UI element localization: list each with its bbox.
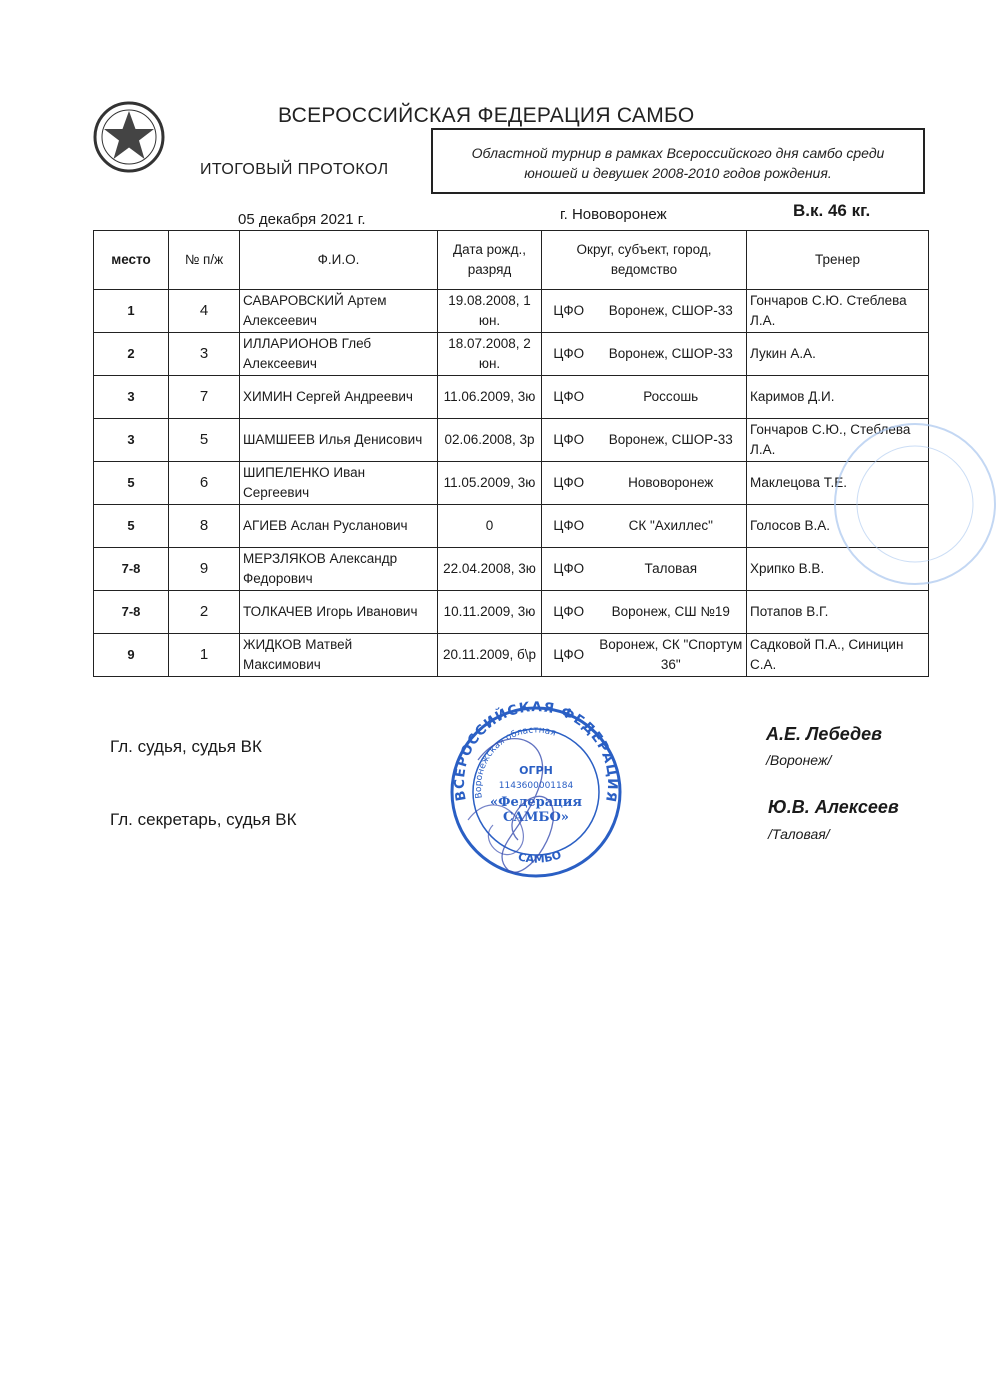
- col-header-name: Ф.И.О.: [240, 231, 438, 290]
- table-row: [94, 505, 929, 548]
- cell-name: [240, 333, 438, 376]
- cell-place: 7-8: [94, 548, 169, 591]
- cell-place: 3: [94, 419, 169, 462]
- name-line2: Максимович: [243, 657, 321, 672]
- cell-okrug: ЦФО: [542, 634, 596, 677]
- table-row: [94, 419, 929, 462]
- event-city: г. Нововоронеж: [560, 206, 667, 223]
- cell-place: 3: [94, 376, 169, 419]
- col-header-dob-line1: Дата рожд.,: [453, 242, 526, 257]
- coach-line1: Каримов Д.И.: [750, 389, 835, 404]
- coach-line2: Л.А.: [750, 442, 776, 457]
- cell-number: 1: [169, 634, 240, 677]
- cell-number: 9: [169, 548, 240, 591]
- dob-line1: 20.11.2009, б\р: [442, 647, 537, 662]
- seal-outer-text: ВСЕРОССИЙСКАЯ ФЕДЕРАЦИЯ: [451, 700, 621, 804]
- cell-city: Воронеж, СК "Спортум 36": [596, 634, 747, 677]
- cell-dob: [438, 419, 542, 462]
- col-header-coach: Тренер: [747, 231, 929, 290]
- cell-city: Россошь: [596, 376, 747, 419]
- dob-line1: 11.05.2009, 3ю: [443, 475, 536, 490]
- table-row: [94, 591, 929, 634]
- name-line1: САВАРОВСКИЙ Артем: [243, 293, 387, 308]
- cell-city: Воронеж, СШОР-33: [596, 290, 747, 333]
- federation-title: ВСЕРОССИЙСКАЯ ФЕДЕРАЦИЯ САМБО: [278, 104, 695, 127]
- seal-org-line1: «Федерация: [489, 795, 583, 810]
- federation-logo: [92, 98, 166, 176]
- name-line2: Сергеевич: [243, 485, 310, 500]
- chief-judge-name: А.Е. Лебедев: [766, 724, 882, 744]
- dob-line1: 18.07.2008, 2: [448, 336, 531, 351]
- cell-dob: [438, 290, 542, 333]
- col-header-dob: [438, 231, 542, 290]
- cell-coach: [747, 290, 929, 333]
- table-row: [94, 634, 929, 677]
- table-header-row: [94, 231, 929, 290]
- cell-city: Воронеж, СШОР-33: [596, 333, 747, 376]
- cell-number: 2: [169, 591, 240, 634]
- cell-city: Таловая: [596, 548, 747, 591]
- cell-city: Воронеж, СШ №19: [596, 591, 747, 634]
- dob-line2: юн.: [478, 313, 501, 328]
- chief-judge-city: /Воронеж/: [766, 752, 832, 768]
- chief-secretary-name: Ю.В. Алексеев: [768, 797, 899, 817]
- coach-line1: Лукин А.А.: [750, 346, 816, 361]
- cell-dob: [438, 376, 542, 419]
- coach-line1: Маклецова Т.Е.: [750, 475, 847, 490]
- table-row: [94, 376, 929, 419]
- cell-place: 5: [94, 462, 169, 505]
- col-header-number: № п/ж: [169, 231, 240, 290]
- name-line1: ХИМИН Сергей Андреевич: [243, 389, 413, 404]
- seal-ogrn-label: ОГРН: [519, 764, 553, 777]
- cell-name: [240, 634, 438, 677]
- cell-place: 2: [94, 333, 169, 376]
- seal-ogrn-value: 1143600001184: [498, 781, 574, 791]
- cell-coach: [747, 634, 929, 677]
- cell-name: [240, 290, 438, 333]
- col-header-region: [542, 231, 747, 290]
- dob-line1: 02.06.2008, 3р: [444, 432, 535, 447]
- cell-number: 3: [169, 333, 240, 376]
- cell-dob: [438, 333, 542, 376]
- dob-line1: 0: [485, 518, 494, 533]
- coach-line1: Потапов В.Г.: [750, 604, 829, 619]
- name-line1: ШАМШЕЕВ Илья Денисович: [243, 432, 423, 447]
- col-header-region-line2: ведомство: [610, 262, 678, 277]
- cell-number: 6: [169, 462, 240, 505]
- dob-line1: 10.11.2009, 3ю: [443, 604, 536, 619]
- chief-secretary-label: Гл. секретарь, судья ВК: [110, 810, 297, 829]
- cell-okrug: ЦФО: [542, 376, 596, 419]
- cell-number: 4: [169, 290, 240, 333]
- coach-line1: Хрипко В.В.: [750, 561, 825, 576]
- coach-line1: Садковой П.А., Синицин: [750, 637, 904, 652]
- cell-name: [240, 591, 438, 634]
- seal-bottom-text: САМБО: [516, 848, 563, 866]
- dob-line1: 11.06.2009, 3ю: [443, 389, 536, 404]
- name-line2: Алексеевич: [243, 313, 317, 328]
- chief-judge-label: Гл. судья, судья ВК: [110, 737, 262, 756]
- official-seal: [448, 700, 624, 884]
- table-row: [94, 290, 929, 333]
- dob-line1: 19.08.2008, 1: [448, 293, 531, 308]
- weight-class: В.к. 46 кг.: [793, 201, 871, 220]
- results-table: [93, 230, 929, 677]
- name-line1: ТОЛКАЧЕВ Игорь Иванович: [243, 604, 418, 619]
- cell-number: 7: [169, 376, 240, 419]
- cell-place: 5: [94, 505, 169, 548]
- coach-line1: Гончаров С.Ю. Стеблева: [750, 293, 907, 308]
- faint-stamp-decoration: [823, 412, 1000, 597]
- cell-number: 5: [169, 419, 240, 462]
- col-header-place: место: [94, 231, 169, 290]
- cell-place: 7-8: [94, 591, 169, 634]
- cell-okrug: ЦФО: [542, 419, 596, 462]
- seal-org-line2: САМБО»: [503, 810, 569, 825]
- protocol-title: ИТОГОВЫЙ ПРОТОКОЛ: [200, 161, 389, 178]
- cell-number: 8: [169, 505, 240, 548]
- cell-okrug: ЦФО: [542, 333, 596, 376]
- name-line1: АГИЕВ Аслан Русланович: [243, 518, 408, 533]
- cell-dob: [438, 505, 542, 548]
- table-row: [94, 548, 929, 591]
- coach-line2: С.А.: [750, 657, 777, 672]
- name-line2: Алексеевич: [243, 356, 317, 371]
- cell-dob: [438, 548, 542, 591]
- table-row: [94, 333, 929, 376]
- name-line1: ИЛЛАРИОНОВ Глеб: [243, 336, 372, 351]
- name-line1: ШИПЕЛЕНКО Иван: [243, 465, 366, 480]
- coach-line1: Голосов В.А.: [750, 518, 830, 533]
- name-line1: ЖИДКОВ Матвей: [243, 637, 353, 652]
- table-row: [94, 462, 929, 505]
- event-line-2: юношей и девушек 2008-2010 годов рождения.: [524, 165, 832, 181]
- cell-name: [240, 548, 438, 591]
- event-description-box: [431, 128, 925, 194]
- dob-line2: юн.: [478, 356, 501, 371]
- seal-region-text: Воронежская областная: [473, 725, 558, 800]
- cell-city: Нововоронеж: [596, 462, 747, 505]
- col-header-dob-line2: разряд: [467, 262, 512, 277]
- cell-dob: [438, 634, 542, 677]
- cell-coach: [747, 333, 929, 376]
- cell-okrug: ЦФО: [542, 591, 596, 634]
- cell-place: 1: [94, 290, 169, 333]
- coach-line2: Л.А.: [750, 313, 776, 328]
- cell-city: Воронеж, СШОР-33: [596, 419, 747, 462]
- coach-line1: Гончаров С.Ю., Стеблева: [750, 422, 911, 437]
- cell-okrug: ЦФО: [542, 290, 596, 333]
- cell-city: СК "Ахиллес": [596, 505, 747, 548]
- cell-okrug: ЦФО: [542, 548, 596, 591]
- event-line-1: Областной турнир в рамках Всероссийского дня самбо среди: [471, 145, 885, 161]
- cell-name: [240, 376, 438, 419]
- cell-name: [240, 419, 438, 462]
- cell-okrug: ЦФО: [542, 505, 596, 548]
- cell-name: [240, 505, 438, 548]
- chief-secretary-city: /Таловая/: [768, 826, 830, 842]
- dob-line1: 22.04.2008, 3ю: [443, 561, 536, 576]
- cell-name: [240, 462, 438, 505]
- name-line2: Федорович: [243, 571, 313, 586]
- event-date: 05 декабря 2021 г.: [238, 211, 366, 228]
- cell-dob: [438, 462, 542, 505]
- cell-okrug: ЦФО: [542, 462, 596, 505]
- cell-place: 9: [94, 634, 169, 677]
- col-header-region-line1: Округ, субъект, город,: [576, 242, 712, 257]
- star-icon: [104, 111, 154, 159]
- name-line1: МЕРЗЛЯКОВ Александр: [243, 551, 398, 566]
- cell-dob: [438, 591, 542, 634]
